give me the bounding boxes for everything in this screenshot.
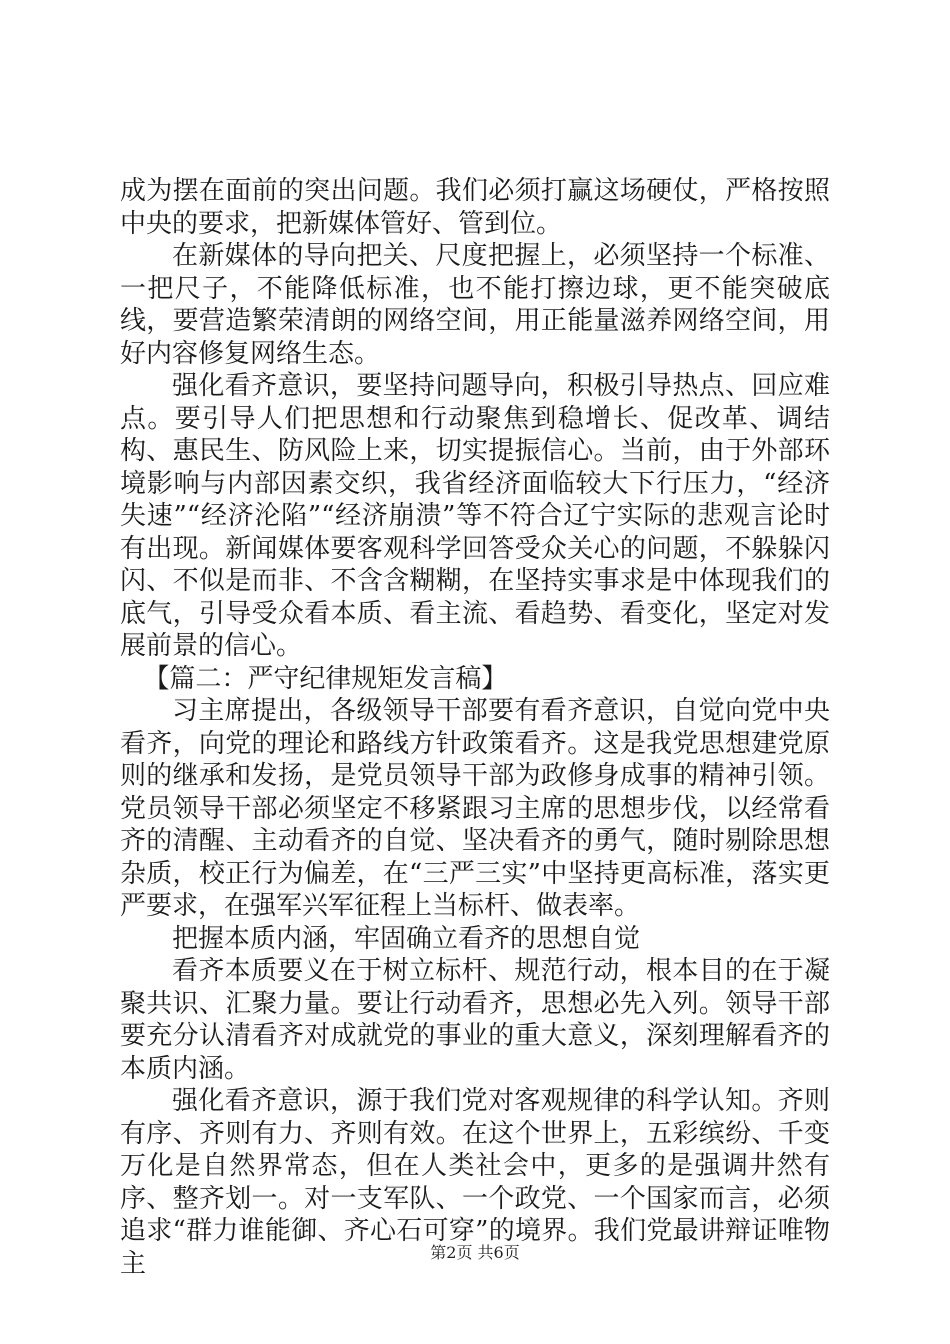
paragraph-1: 成为摆在面前的突出问题。我们必须打赢这场硬仗，严格按照中央的要求，把新媒体管好、管到位。 <box>120 176 830 239</box>
document-body <box>120 175 830 1280</box>
paragraph-5: 看齐本质要义在于树立标杆、规范行动，根本目的在于凝聚共识、汇聚力量。要让行动看齐，思想必先入列。领导干部要充分认清看齐对成就党的事业的重大意义，深刻理解看齐的本质内涵。 <box>120 956 830 1084</box>
paragraph-2: 在新媒体的导向把关、尺度把握上，必须坚持一个标准、一把尺子，不能降低标准，也不能打擦边球，更不能突破底线，要营造繁荣清朗的网络空间，用正能量滋养网络空间，用好内容修复网络生态。 <box>120 241 830 369</box>
paragraph-4: 习主席提出，各级领导干部要有看齐意识，自觉向党中央看齐，向党的理论和路线方针政策看齐。这是我党思想建党原则的继承和发扬，是党员领导干部为政修身成事的精神引领。党员领导干部必须坚定不移紧跟习主席的思想步伐，以经常看齐的清醒、主动看齐的自觉、坚决看齐的勇气，随时剔除思想杂质，校正行为偏差，在“三严三实”中坚持更高标准，落实更严要求，在强军兴军征程上当标杆、做表率。 <box>120 696 830 921</box>
subheading: 把握本质内涵，牢固确立看齐的思想自觉 <box>172 923 641 954</box>
page-footer: 第2页 共6页 <box>430 1243 520 1262</box>
section-heading: 【篇二：严守纪律规矩发言稿】 <box>143 663 508 694</box>
paragraph-3: 强化看齐意识，要坚持问题导向，积极引导热点、回应难点。要引导人们把思想和行动聚焦到稳增长、促改革、调结构、惠民生、防风险上来，切实提振信心。当前，由于外部环境影响与内部因素交织，我省经济面临较大下行压力，“经济失速”“经济沦陷”“经济崩溃”等不符合辽宁实际的悲观言论时有出现。新闻媒体要客观科学回答受众关心的问题，不躲躲闪闪、不似是而非、不含含糊糊，在坚持实事求是中体现我们的底气，引导受众看本质、看主流、看趋势、看变化，坚定对发展前景的信心。 <box>120 371 830 661</box>
paragraph-6: 强化看齐意识，源于我们党对客观规律的科学认知。齐则有序、齐则有力、齐则有效。在这个世界上，五彩缤纷、千变万化是自然界常态，但在人类社会中，更多的是强调井然有序、整齐划一。对一支军队、一个政党、一个国家而言，必须追求“群力谁能御、齐心石可穿”的境界。我们党最讲辩证唯物主 <box>120 1086 830 1279</box>
